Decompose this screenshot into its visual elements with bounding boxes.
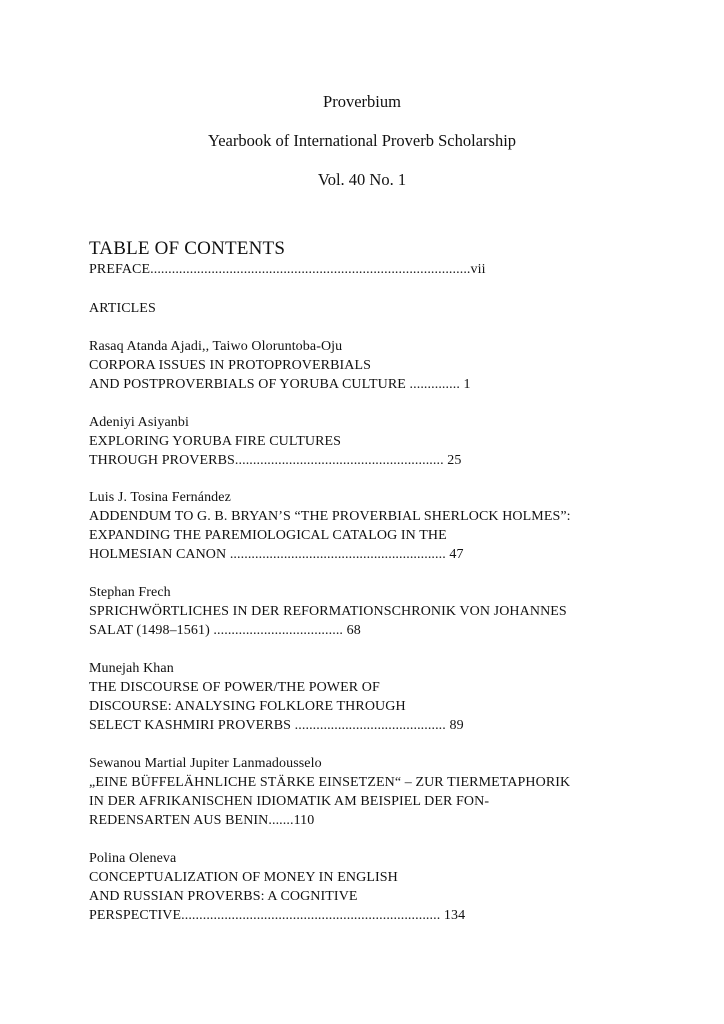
article-title-line: CORPORA ISSUES IN PROTOPROVERBIALS [89, 358, 372, 373]
article-title-line: EXPANDING THE PAREMIOLOGICAL CATALOG IN THE [89, 528, 447, 543]
article-title-line: SELECT KASHMIRI PROVERBS .......................................... 89 [89, 718, 464, 733]
article-title-line: SALAT (1498–1561) .................................... 68 [89, 623, 361, 638]
article-title-line: SPRICHWÖRTLICHES IN DER REFORMATIONSCHRONIK VON JOHANNES [89, 604, 567, 619]
article-author: Rasaq Atanda Ajadi,, Taiwo Oloruntoba-Oju [89, 339, 343, 354]
article-author: Munejah Khan [89, 661, 174, 676]
article-author: Luis J. Tosina Fernández [89, 490, 231, 505]
article-title-line: DISCOURSE: ANALYSING FOLKLORE THROUGH [89, 699, 406, 714]
article-author: Polina Oleneva [89, 851, 177, 866]
article-author: Adeniyi Asiyanbi [89, 415, 189, 430]
toc-section-label: ARTICLES [89, 301, 156, 316]
volume-label: Vol. 40 No. 1 [317, 170, 407, 189]
article-author: Stephan Frech [89, 585, 171, 600]
article-title-line: THE DISCOURSE OF POWER/THE POWER OF [89, 680, 380, 695]
article-title-line: PERSPECTIVE........................................................................ 134 [89, 908, 466, 923]
article-title-line: HOLMESIAN CANON ............................................................ 47 [89, 547, 464, 562]
journal-subtitle: Yearbook of International Proverb Scholarship [207, 131, 517, 150]
article-title-line: THROUGH PROVERBS.......................................................... 25 [89, 453, 462, 468]
article-title-line: „EINE BÜFFELÄHNLICHE STÄRKE EINSETZEN“ – ZUR TIERMETAPHORIK [89, 775, 571, 790]
journal-title: Proverbium [323, 92, 401, 111]
toc-heading: TABLE OF CONTENTS [89, 238, 286, 259]
article-title-line: IN DER AFRIKANISCHEN IDIOMATIK AM BEISPIEL DER FON- [89, 794, 490, 809]
article-title-line: REDENSARTEN AUS BENIN.......110 [89, 813, 315, 828]
toc-preface: PREFACE.........................................................................................vii [89, 262, 486, 277]
article-title-line: ADDENDUM TO G. B. BRYAN’S “THE PROVERBIAL SHERLOCK HOLMES”: [89, 509, 571, 524]
article-title-line: EXPLORING YORUBA FIRE CULTURES [89, 434, 342, 449]
article-title-line: AND POSTPROVERBIALS OF YORUBA CULTURE .............. 1 [89, 377, 471, 392]
article-title-line: AND RUSSIAN PROVERBS: A COGNITIVE [89, 889, 358, 904]
article-title-line: CONCEPTUALIZATION OF MONEY IN ENGLISH [89, 870, 398, 885]
article-author: Sewanou Martial Jupiter Lanmadousselo [89, 756, 322, 771]
